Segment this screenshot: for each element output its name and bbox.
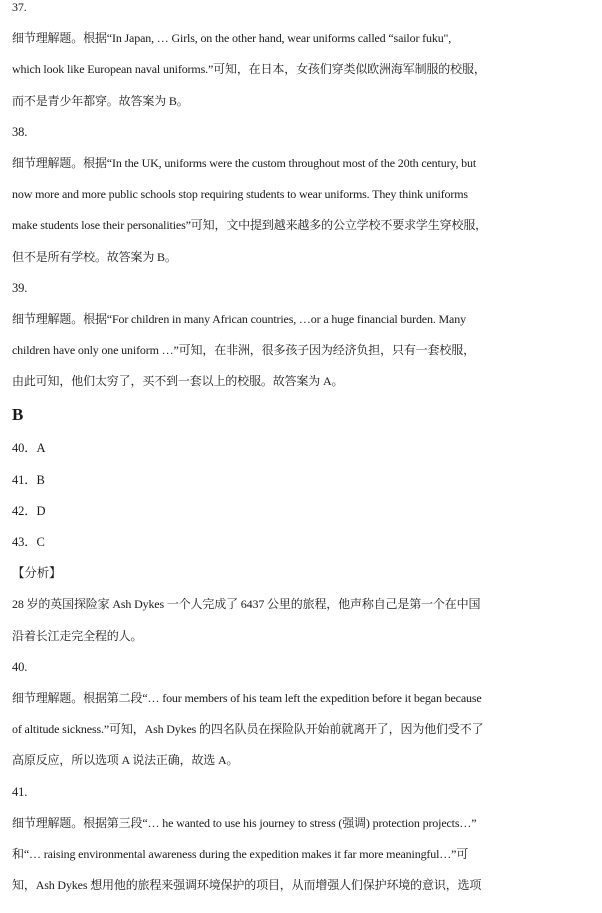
explanation-line: children have only one uniform …”可知，在非洲，很多孩子因为经济负担，只有一套校服， [12,343,475,358]
answer-item: 41．B [12,472,45,487]
section-heading: B [12,405,24,425]
analysis-label: 【分析】 [12,566,62,581]
explanation-line: 细节理解题。根据第三段“… he wanted to use his journey to stress (强调) protection projects…” [12,815,477,830]
explanation-line: 细节理解题。根据“In the UK, uniforms were the custom throughout most of the 20th century, but [12,155,477,170]
explanation-line: of altitude sickness.”可知，Ash Dykes 的四名队员在探险队开始前就离开了，因为他们受不了 [12,722,484,737]
question-number: 37. [12,0,27,14]
explanation-line: 但不是所有学校。故答案为 B。 [12,249,177,264]
explanation-line: 由此可知，他们太穷了，买不到一套以上的校服。故答案为 A。 [12,374,344,389]
explanation-line: 高原反应，所以选项 A 说法正确，故选 A。 [12,753,239,768]
explanation-line: now more and more public schools stop requiring students to wear uniforms. They think uniforms [12,187,468,202]
question-number: 40. [12,659,28,674]
explanation-line: 而不是青少年都穿。故答案为 B。 [12,93,189,108]
question-number: 38. [12,124,28,139]
summary-line: 沿着长江走完全程的人。 [12,628,143,643]
explanation-line: 细节理解题。根据“For children in many African countries, …or a huge financial burden. Many [12,311,466,326]
answer-item: 42．D [12,503,46,518]
answer-item: 40．A [12,441,46,456]
explanation-line: 知，Ash Dykes 想用他的旅程来强调环境保护的项目，从而增强人们保护环境的意识，选项 [12,878,482,893]
question-number: 39. [12,280,28,295]
summary-line: 28 岁的英国探险家 Ash Dykes 一个人完成了 6437 公里的旅程，他声称自己是第一个在中国 [12,597,481,612]
explanation-line: 细节理解题。根据“In Japan, … Girls, on the other hand, wear uniforms called “sailor fuku", [12,31,452,46]
question-number: 41. [12,784,28,799]
explanation-line: which look like European naval uniforms.”可知，在日本，女孩们穿类似欧洲海军制服的校服， [12,62,486,77]
explanation-line: 和“… raising environmental awareness during the expedition makes it far more meaningful…”可 [12,846,469,861]
explanation-line: make students lose their personalities”可知，文中提到越来越多的公立学校不要求学生穿校服， [12,218,488,233]
answer-item: 43．C [12,535,45,549]
explanation-line: 细节理解题。根据第二段“… four members of his team left the expedition before it began because [12,690,482,705]
